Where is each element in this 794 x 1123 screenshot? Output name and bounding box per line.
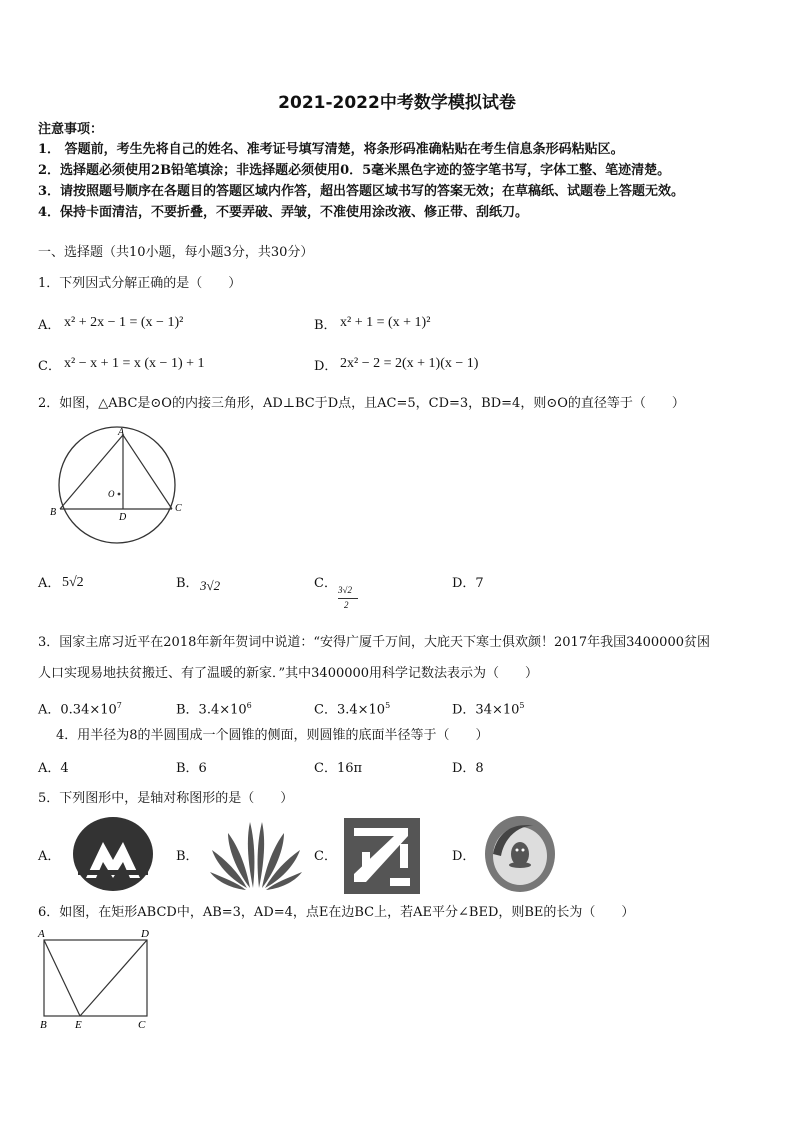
circle-triangle-figure — [44, 425, 194, 555]
q3-option-b: B．$3.4\times 10^6$ — [176, 701, 252, 718]
question-2-stem: 2．如图，△ABC是⊙O的内接三角形，AD⊥BC于D点，且AC=5，CD=3，BD=4，则⊙O的直径等于（ ） — [38, 396, 685, 411]
notice-item: 3．请按照题号顺序在各题目的答题区域内作答，超出答题区域书写的答案无效；在草稿纸、试题卷上答题无效。 — [38, 184, 685, 199]
q3-option-d: D．$34\times 10^5$ — [452, 701, 525, 718]
question-3-stem-line1: 3．国家主席习近平在2018年新年贺词中说道：“安得广厦千万间，大庇天下寒士俱欢颜！2017年我国3400000贫困 — [38, 635, 710, 650]
q1-option-d-expr: 2x² − 2 = 2(x + 1)(x − 1) — [340, 356, 479, 371]
fig-label-d: D — [141, 928, 149, 940]
fraction-bar — [338, 598, 358, 599]
q1-option-b-label: B． — [314, 318, 337, 333]
q5-option-b-label: B． — [176, 849, 199, 864]
q1-option-a-expr: x² + 2x − 1 = (x − 1)² — [64, 315, 184, 330]
q1-option-d-label: D． — [314, 359, 338, 374]
q4-option-c: C．16π — [314, 761, 363, 776]
logo-c-square-icon — [344, 818, 420, 894]
q1-option-c-expr: x² − x + 1 = x (x − 1) + 1 — [64, 356, 205, 371]
q4-option-b: B．6 — [176, 761, 207, 776]
q1-option-a-label: A． — [38, 318, 61, 333]
q5-option-d-label: D． — [452, 849, 476, 864]
q2-option-d: D．7 — [452, 576, 484, 591]
notice-item: 2．选择题必须使用2B铅笔填涂；非选择题必须使用0．5毫米黑色字迹的签字笔书写，字体工整、笔迹清楚。 — [38, 163, 671, 178]
notice-heading: 注意事项： — [38, 122, 104, 137]
fig-label-b: B — [50, 507, 57, 518]
fig-label-o: O — [108, 489, 115, 499]
q2-option-a-label: A． — [38, 576, 61, 591]
question-1-stem: 1．下列因式分解正确的是（ ） — [38, 276, 242, 291]
fig-label-c: C — [175, 503, 182, 514]
q2-option-a-value: 5√2 — [62, 575, 84, 590]
q3-option-a: A．$0.34\times 10^7$ — [38, 701, 122, 718]
q4-option-d: D．8 — [452, 761, 484, 776]
fig-label-b: B — [40, 1019, 47, 1031]
question-6-stem: 6．如图，在矩形ABCD中，AB=3，AD=4，点E在边BC上，若AE平分∠BED，则BE的长为（ ） — [38, 905, 635, 920]
logo-d-penguin-icon — [483, 814, 557, 894]
notice-item: 4．保持卡面清洁，不要折叠，不要弄破、弄皱，不准使用涂改液、修正带、刮纸刀。 — [38, 205, 529, 220]
rectangle-figure — [36, 926, 160, 1032]
question-5-stem: 5．下列图形中，是轴对称图形的是（ ） — [38, 791, 294, 806]
q2-option-c-label: C． — [314, 576, 337, 591]
fig-label-c: C — [138, 1019, 146, 1031]
q2-option-c-denominator: 2 — [344, 600, 349, 610]
q5-option-a-label: A． — [38, 849, 61, 864]
q2-option-b-value: 3√2 — [200, 578, 221, 593]
q4-option-a: A．4 — [38, 761, 69, 776]
fig-label-a: A — [118, 427, 125, 438]
fig-label-a: A — [38, 928, 45, 940]
page-title: 2021-2022中考数学模拟试卷 — [278, 93, 516, 113]
fig-label-e: E — [75, 1019, 82, 1031]
q2-option-c-numerator: 3√2 — [338, 585, 352, 595]
question-4-stem: 4．用半径为8的半圆围成一个圆锥的侧面，则圆锥的底面半径等于（ ） — [56, 728, 489, 743]
fig-label-d: D — [119, 512, 127, 523]
q5-option-c-label: C． — [314, 849, 337, 864]
question-3-stem-line2: 人口实现易地扶贫搬迁、有了温暖的新家．”其中3400000用科学记数法表示为（ ） — [38, 666, 539, 681]
section-heading: 一、选择题（共10小题，每小题3分，共30分） — [38, 245, 314, 260]
notice-item: 1． 答题前，考生先将自己的姓名、准考证号填写清楚，将条形码准确粘贴在考生信息条形码粘贴区。 — [38, 142, 624, 157]
logo-b-petals-icon — [210, 818, 302, 892]
q2-option-b-label: B． — [176, 576, 199, 591]
logo-a-mountain-icon — [72, 816, 154, 892]
q3-option-c: C．$3.4\times 10^5$ — [314, 701, 391, 718]
q1-option-b-expr: x² + 1 = (x + 1)² — [340, 315, 431, 330]
q1-option-c-label: C． — [38, 359, 61, 374]
